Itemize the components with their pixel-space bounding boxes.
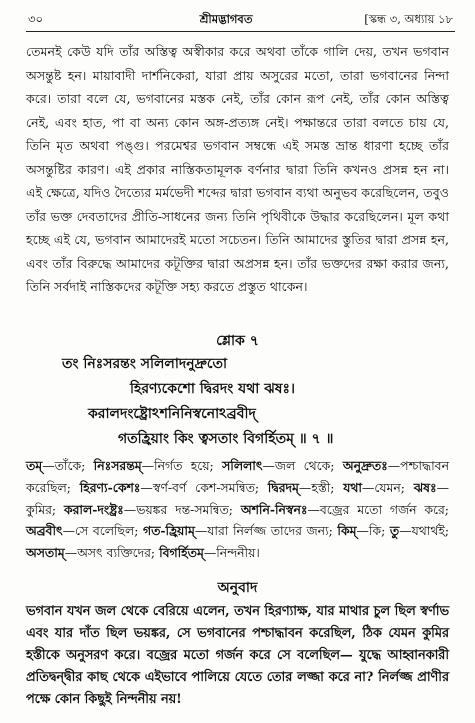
synonym-term: তু bbox=[389, 523, 400, 539]
book-title: শ্রীমদ্ভাগবত bbox=[199, 11, 253, 26]
synonym-meaning: যারা নির্লজ্জ তাদের জন্য; bbox=[207, 523, 333, 539]
purport-paragraph: তেমনই কেউ যদি তাঁর অস্তিত্ব অস্বীকার করে অথবা তাঁকে গালি দেয়, তখন ভগবান অসন্তুষ্ট হন। মায়াবাদী দার্শনিকেরা, যারা প্রায় অসুরের মতো, তারা ভগবানের নিন্দা করে। তারা বলে যে, ভগবানের মস্তক নেই, তাঁর কোন রূপ নেই, তাঁর কোন অস্তিত্ব নেই, এবং হাত, পা বা অন্য কোন অঙ্গ-প্রত্যঙ্গ নেই। পক্ষান্তরে তারা বলতে চায় যে, তিনি মৃত অথবা পঙ্গু। পরমেশ্বর ভগবান সম্বন্ধে এই সমস্ত ভ্রান্ত ধারণা হচ্ছে তাঁর অসন্তুষ্টির কারণ। এই প্রকার নাস্তিকতামূলক বর্ণনার দ্বারা তিনি কখনও প্রসন্ন হন না। এই ক্ষেত্রে, যদিও দৈত্যের মর্মভেদী শব্দের দ্বারা ভগবান ব্যথা অনুভব করেছিলেন, তবুও তাঁর ভক্ত দেবতাদের প্রীতি-সাধনের জন্য তিনি পৃথিবীকে উদ্ধার করেছিলেন। মূল কথা হচ্ছে এই যে, ভগবান আমাদেরই মতো সচেতন। তিনি আমাদের স্তুতির দ্বারা প্রসন্ন হন, এবং তাঁর বিরুদ্ধে আমাদের কটূক্তির দ্বারা অপ্রসন্ন হন। তাঁর ভক্তদের রক্ষা করার জন্য, তিনি সর্বদাই নাস্তিকদের কটূক্তি সহ্য করতে প্রস্তুত থাকেন। bbox=[26, 44, 449, 294]
synonym-entry: কিম্—কি; bbox=[337, 523, 386, 539]
purport-text bbox=[26, 40, 449, 299]
synonym-meaning: তাঁকে; bbox=[54, 458, 86, 473]
synonym-term: সলিলাৎ bbox=[222, 458, 263, 473]
synonym-term: হিরণ্য-কেশঃ bbox=[79, 479, 141, 495]
verse-line: তং নিঃসরন্তং সলিলাদনুদ্রুতো bbox=[62, 356, 228, 372]
synonym-entry: গত-হ্রিয়াম্—যারা নির্লজ্জ তাদের জন্য; bbox=[143, 523, 333, 539]
verse-title: শ্লোক ৭ bbox=[216, 333, 259, 349]
page-number: ৩০ bbox=[28, 11, 43, 26]
synonym-meaning: অসৎ ব্যক্তিদের; bbox=[77, 545, 156, 561]
translation-text: ভগবান যখন জল থেকে বেরিয়ে এলেন, তখন হিরণ্যাক্ষ, যার মাথার চুল ছিল স্বর্ণাভ এবং যার দাঁত ছিল ভয়ঙ্কর, সে ভগবানের পশ্চাদ্ধাবন করেছিল, ঠিক যেমন কুমির হস্তীকে অনুসরণ করে। বজ্রের মতো গর্জন করে সে বলেছিল— যুদ্ধে আহ্বানকারী প্রতিদ্বন্দ্বীর কাছ থেকে এইভাবে পালিয়ে যেতে তোর লজ্জা করে না? নির্লজ্জ প্রাণীর পক্ষে কোন কিছুই নিন্দনীয় নয়! bbox=[26, 604, 449, 707]
synonym-entry: তু—যথার্থই; bbox=[389, 523, 449, 539]
header-rule bbox=[26, 31, 455, 32]
synonym-term: অসতাম্ bbox=[26, 545, 65, 561]
synonym-term: ঝষঃ bbox=[413, 479, 437, 495]
synonym-term: যথা bbox=[343, 479, 362, 495]
synonym-meaning: স্বর্ণ-বর্ণ কেশ-সমন্বিত; bbox=[152, 479, 260, 495]
synonym-meaning: বজ্রের মতো গর্জন করে; bbox=[319, 501, 449, 517]
verse-line: গতহ্রিয়াং কিং ত্বসতাং বিগর্হিতম্ ॥ ৭ ॥ bbox=[118, 431, 334, 447]
synonym-entry: হিরণ্য-কেশঃ—স্বর্ণ-বর্ণ কেশ-সমন্বিত; bbox=[79, 479, 260, 495]
synonym-entry: অসতাম্—অসৎ ব্যক্তিদের; bbox=[26, 545, 156, 561]
synonym-term: অশনি-নিস্বনঃ bbox=[240, 501, 308, 517]
synonym-meaning: সে বলেছিল; bbox=[75, 523, 139, 539]
synonym-meaning: নির্গত হয়ে; bbox=[154, 458, 214, 473]
verse-block bbox=[0, 352, 475, 452]
verse-line: করালদংষ্ট্রোঽশনিনিস্বনোঽব্রবীদ্ bbox=[88, 406, 256, 422]
word-for-word-synonyms bbox=[26, 455, 449, 564]
translation-title: অনুবাদ bbox=[217, 580, 258, 596]
synonym-meaning: নিন্দনীয়। bbox=[216, 545, 260, 561]
synonym-meaning: হস্তী; bbox=[311, 479, 335, 495]
synonym-term: বিগর্হিতম্ bbox=[159, 545, 204, 561]
synonym-entry: করাল-দংষ্ট্রঃ—ভয়ঙ্কর দন্ত-সমন্বিত; bbox=[63, 501, 233, 517]
synonym-term: অব্রবীৎ bbox=[26, 523, 63, 539]
synonym-term: তম্ bbox=[26, 458, 43, 473]
synonym-meaning: কি; bbox=[368, 523, 386, 539]
synonym-entry: অব্রবীৎ—সে বলেছিল; bbox=[26, 523, 139, 539]
synonym-entry: নিঃসরন্তম্—নির্গত হয়ে; bbox=[93, 458, 214, 473]
synonym-entry: অশনি-নিস্বনঃ—বজ্রের মতো গর্জন করে; bbox=[240, 501, 449, 517]
synonym-meaning: ভয়ঙ্কর দন্ত-সমন্বিত; bbox=[136, 501, 233, 517]
page-header bbox=[28, 10, 453, 30]
synonym-entry: তম্—তাঁকে; bbox=[26, 458, 86, 473]
synonym-term: করাল-দংষ্ট্রঃ bbox=[63, 501, 124, 517]
synonym-meaning: জল থেকে; bbox=[274, 458, 335, 473]
synonym-term: গত-হ্রিয়াম্ bbox=[143, 523, 195, 539]
synonym-meaning: যথার্থই; bbox=[411, 523, 449, 539]
synonym-entry: ঝষঃ—কুমির; bbox=[26, 479, 449, 517]
synonym-meaning: কুমির; bbox=[26, 501, 57, 517]
synonym-entry: অনুদ্রুতঃ—পশ্চাদ্ধাবন করেছিল; bbox=[26, 458, 449, 495]
synonym-term: অনুদ্রুতঃ bbox=[342, 458, 388, 473]
synonym-entry: দ্বিরদম্—হস্তী; bbox=[267, 479, 335, 495]
synonym-meaning: পশ্চাদ্ধাবন করেছিল; bbox=[26, 458, 449, 495]
synonym-term: কিম্ bbox=[337, 523, 357, 539]
verse-line: হিরণ্যকেশো দ্বিরদং যথা ঝষঃ। bbox=[130, 381, 295, 397]
synonym-meaning: যেমন; bbox=[374, 479, 405, 495]
synonym-term: নিঃসরন্তম্ bbox=[93, 458, 142, 473]
synonym-entry: যথা—যেমন; bbox=[343, 479, 405, 495]
synonym-term: দ্বিরদম্ bbox=[267, 479, 299, 495]
chapter-reference: [স্কন্ধ ৩, অধ্যায় ১৮ bbox=[364, 11, 453, 26]
synonym-entry: বিগর্হিতম্—নিন্দনীয়। bbox=[159, 545, 260, 561]
synonym-entry: সলিলাৎ—জল থেকে; bbox=[222, 458, 335, 473]
